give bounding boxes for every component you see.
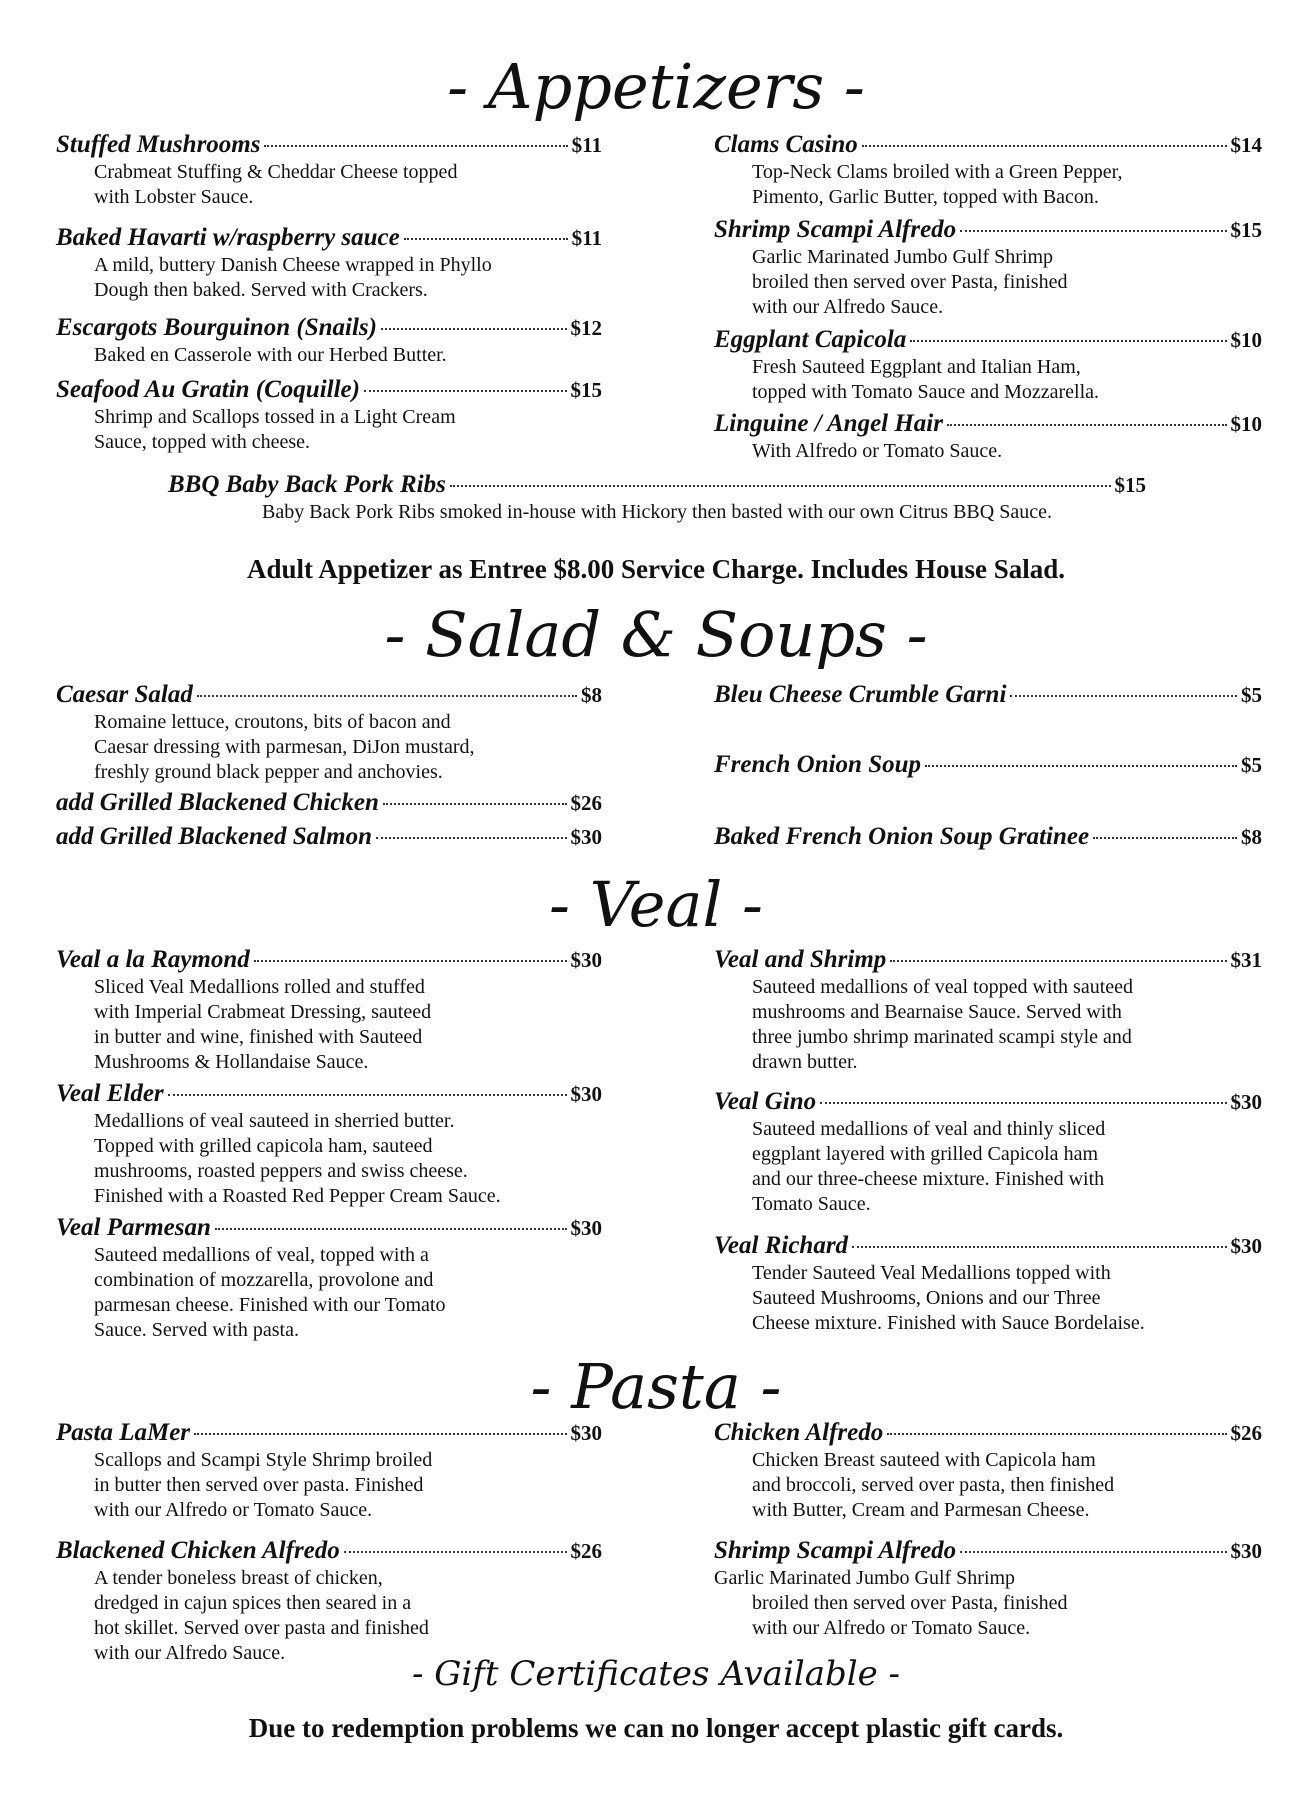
item-name: Eggplant Capicola xyxy=(714,326,907,353)
menu-item xyxy=(56,1079,602,1209)
item-description: Baby Back Pork Ribs smoked in-house with Hickory then basted with our own Citrus BBQ Sauce. xyxy=(262,501,1052,523)
menu-item xyxy=(56,945,602,1075)
item-price: $15 xyxy=(1114,473,1146,497)
item-price: $5 xyxy=(1241,683,1262,707)
item-description: A tender boneless breast of chicken, dredged in cajun spices then seared in a hot skillet. Served over pasta and finished with our Alfredo Sauce. xyxy=(94,1567,429,1664)
appetizer-entree-note: Adult Appetizer as Entree $8.00 Service Charge. Includes House Salad. xyxy=(246,554,1065,584)
menu-item xyxy=(714,325,1262,405)
item-price: $8 xyxy=(581,683,602,707)
menu-item xyxy=(714,1418,1262,1523)
menu-item xyxy=(714,130,1262,210)
gift-card-note: Due to redemption problems we can no longer accept plastic gift cards. xyxy=(248,1713,1064,1743)
menu-item xyxy=(56,1213,602,1343)
item-name: Blackened Chicken Alfredo xyxy=(56,1537,340,1564)
item-price: $26 xyxy=(1230,1421,1262,1445)
item-name: Linguine / Angel Hair xyxy=(714,410,943,437)
item-price: $30 xyxy=(570,825,602,849)
dot-leader xyxy=(820,1102,1226,1104)
item-name: Shrimp Scampi Alfredo xyxy=(714,216,957,243)
item-price: $10 xyxy=(1230,328,1262,352)
item-price: $8 xyxy=(1241,825,1262,849)
salads-heading: - Salad & Soups - xyxy=(384,598,928,671)
item-description: A mild, buttery Danish Cheese wrapped in Phyllo Dough then baked. Served with Crackers. xyxy=(94,254,492,301)
item-name: Stuffed Mushrooms xyxy=(56,131,261,158)
item-name: Shrimp Scampi Alfredo xyxy=(714,1537,957,1564)
item-name: French Onion Soup xyxy=(714,751,922,778)
item-description: Shrimp and Scallops tossed in a Light Cream Sauce, topped with cheese. xyxy=(94,406,456,453)
item-description: Sauteed medallions of veal, topped with a combination of mozzarella, provolone and parmesan cheese. Finished with our Tomato Sauce. Served with pasta. xyxy=(94,1244,446,1341)
item-name: Veal a la Raymond xyxy=(56,946,250,973)
item-description: Medallions of veal sauteed in sherried butter. Topped with grilled capicola ham, sauteed mushrooms, roasted peppers and swiss cheese. Finished with a Roasted Red Pepper Cream Sauce. xyxy=(94,1110,501,1207)
item-description: Sliced Veal Medallions rolled and stuffed with Imperial Crabmeat Dressing, sauteed in butter and wine, finished with Sauteed Mushrooms & Hollandaise Sauce. xyxy=(94,976,432,1073)
item-price: $26 xyxy=(570,1539,602,1563)
menu-item xyxy=(714,215,1262,320)
item-price: $30 xyxy=(570,948,602,972)
dot-leader xyxy=(254,960,567,962)
item-name: Chicken Alfredo xyxy=(714,1419,884,1446)
menu-item xyxy=(714,945,1262,1075)
dot-leader xyxy=(197,695,577,697)
item-price: $30 xyxy=(1230,1234,1262,1258)
dot-leader xyxy=(450,485,1111,487)
menu-item xyxy=(56,680,602,785)
menu-item xyxy=(56,375,602,455)
item-name: Clams Casino xyxy=(714,131,858,158)
menu-item xyxy=(714,1231,1262,1336)
menu-item xyxy=(56,1418,602,1523)
menu-item xyxy=(714,680,1262,710)
item-price: $26 xyxy=(570,791,602,815)
dot-leader xyxy=(383,803,567,805)
item-price: $15 xyxy=(570,378,602,402)
item-name: Seafood Au Gratin (Coquille) xyxy=(56,376,360,403)
pasta-heading: - Pasta - xyxy=(530,1350,782,1423)
item-price: $12 xyxy=(570,316,602,340)
dot-leader xyxy=(852,1246,1226,1248)
item-name: Pasta LaMer xyxy=(56,1419,191,1446)
menu-item xyxy=(714,750,1262,780)
item-description: Tender Sauteed Veal Medallions topped with Sauteed Mushrooms, Onions and our Three Cheese mixture. Finished with Sauce Bordelaise. xyxy=(752,1262,1145,1334)
item-name: Baked Havarti w/raspberry sauce xyxy=(56,224,400,251)
item-description: Chicken Breast sauteed with Capicola ham and broccoli, served over pasta, then finished with Butter, Cream and Parmesan Cheese. xyxy=(752,1449,1115,1521)
item-name: Caesar Salad xyxy=(56,681,193,708)
dot-leader xyxy=(890,960,1226,962)
menu-item xyxy=(714,1087,1262,1217)
item-name: Veal Elder xyxy=(56,1080,164,1107)
item-description: Top-Neck Clams broiled with a Green Pepper, Pimento, Garlic Butter, topped with Bacon. xyxy=(752,161,1123,208)
dot-leader xyxy=(168,1094,567,1096)
item-name: Bleu Cheese Crumble Garni xyxy=(714,681,1007,708)
item-price: $30 xyxy=(1230,1090,1262,1114)
dot-leader xyxy=(910,340,1226,342)
item-description: Garlic Marinated Jumbo Gulf Shrimp broiled then served over Pasta, finished with our Alfredo or Tomato Sauce. xyxy=(714,1567,1068,1639)
item-description: With Alfredo or Tomato Sauce. xyxy=(752,440,1003,462)
item-description: Sauteed medallions of veal topped with sauteed mushrooms and Bearnaise Sauce. Served with three jumbo shrimp marinated scampi style and drawn butter. xyxy=(752,976,1134,1073)
item-name: Veal Richard xyxy=(714,1232,849,1259)
item-name: Veal Parmesan xyxy=(56,1214,211,1241)
item-name: Baked French Onion Soup Gratinee xyxy=(714,823,1090,850)
menu-item xyxy=(56,788,602,818)
menu-item xyxy=(56,130,602,210)
item-price: $10 xyxy=(1230,412,1262,436)
item-price: $5 xyxy=(1241,753,1262,777)
item-name: Escargots Bourguinon (Snails) xyxy=(56,314,377,341)
gift-certificates-heading: - Gift Certificates Available - xyxy=(411,1654,901,1694)
dot-leader xyxy=(947,424,1227,426)
veal-heading: - Veal - xyxy=(549,868,763,941)
dot-leader xyxy=(960,230,1226,232)
dot-leader xyxy=(862,145,1227,147)
dot-leader xyxy=(1093,837,1237,839)
item-description: Scallops and Scampi Style Shrimp broiled in butter then served over pasta. Finished with our Alfredo or Tomato Sauce. xyxy=(94,1449,433,1521)
item-description: Sauteed medallions of veal and thinly sliced eggplant layered with grilled Capicola ham and our three-cheese mixture. Finished with Tomato Sauce. xyxy=(752,1118,1106,1215)
dot-leader xyxy=(376,837,567,839)
dot-leader xyxy=(194,1433,566,1435)
menu-item xyxy=(714,822,1262,852)
menu-item xyxy=(56,1536,602,1666)
item-price: $30 xyxy=(1230,1539,1262,1563)
menu-item xyxy=(714,1536,1262,1641)
dot-leader xyxy=(364,390,567,392)
item-description: Crabmeat Stuffing & Cheddar Cheese topped with Lobster Sauce. xyxy=(94,161,458,208)
item-description: Fresh Sauteed Eggplant and Italian Ham, topped with Tomato Sauce and Mozzarella. xyxy=(752,356,1100,403)
item-name: BBQ Baby Back Pork Ribs xyxy=(168,471,446,498)
item-name: Veal and Shrimp xyxy=(714,946,887,973)
item-description: Garlic Marinated Jumbo Gulf Shrimp broiled then served over Pasta, finished with our Alfredo Sauce. xyxy=(752,246,1068,318)
dot-leader xyxy=(264,145,567,147)
item-name: Veal Gino xyxy=(714,1088,817,1115)
item-name: add Grilled Blackened Salmon xyxy=(56,823,372,850)
dot-leader xyxy=(887,1433,1226,1435)
item-price: $30 xyxy=(570,1421,602,1445)
dot-leader xyxy=(1010,695,1237,697)
item-price: $30 xyxy=(570,1216,602,1240)
dot-leader xyxy=(381,328,567,330)
dot-leader xyxy=(215,1228,567,1230)
item-description: Baked en Casserole with our Herbed Butter. xyxy=(94,344,447,366)
item-description: Romaine lettuce, croutons, bits of bacon and Caesar dressing with parmesan, DiJon mustard, freshly ground black pepper and anchovies. xyxy=(94,711,475,783)
menu-item xyxy=(714,409,1262,464)
appetizers-heading: - Appetizers - xyxy=(447,50,865,123)
item-price: $11 xyxy=(571,133,602,157)
item-price: $31 xyxy=(1230,948,1262,972)
dot-leader xyxy=(344,1551,567,1553)
dot-leader xyxy=(925,765,1237,767)
item-price: $30 xyxy=(570,1082,602,1106)
dot-leader xyxy=(404,238,568,240)
menu-item-wide xyxy=(168,470,1146,525)
menu-item xyxy=(56,223,602,303)
menu-item xyxy=(56,313,602,368)
dot-leader xyxy=(960,1551,1226,1553)
item-name: add Grilled Blackened Chicken xyxy=(56,789,379,816)
item-price: $14 xyxy=(1230,133,1262,157)
item-price: $11 xyxy=(571,226,602,250)
item-price: $15 xyxy=(1230,218,1262,242)
menu-item xyxy=(56,822,602,852)
